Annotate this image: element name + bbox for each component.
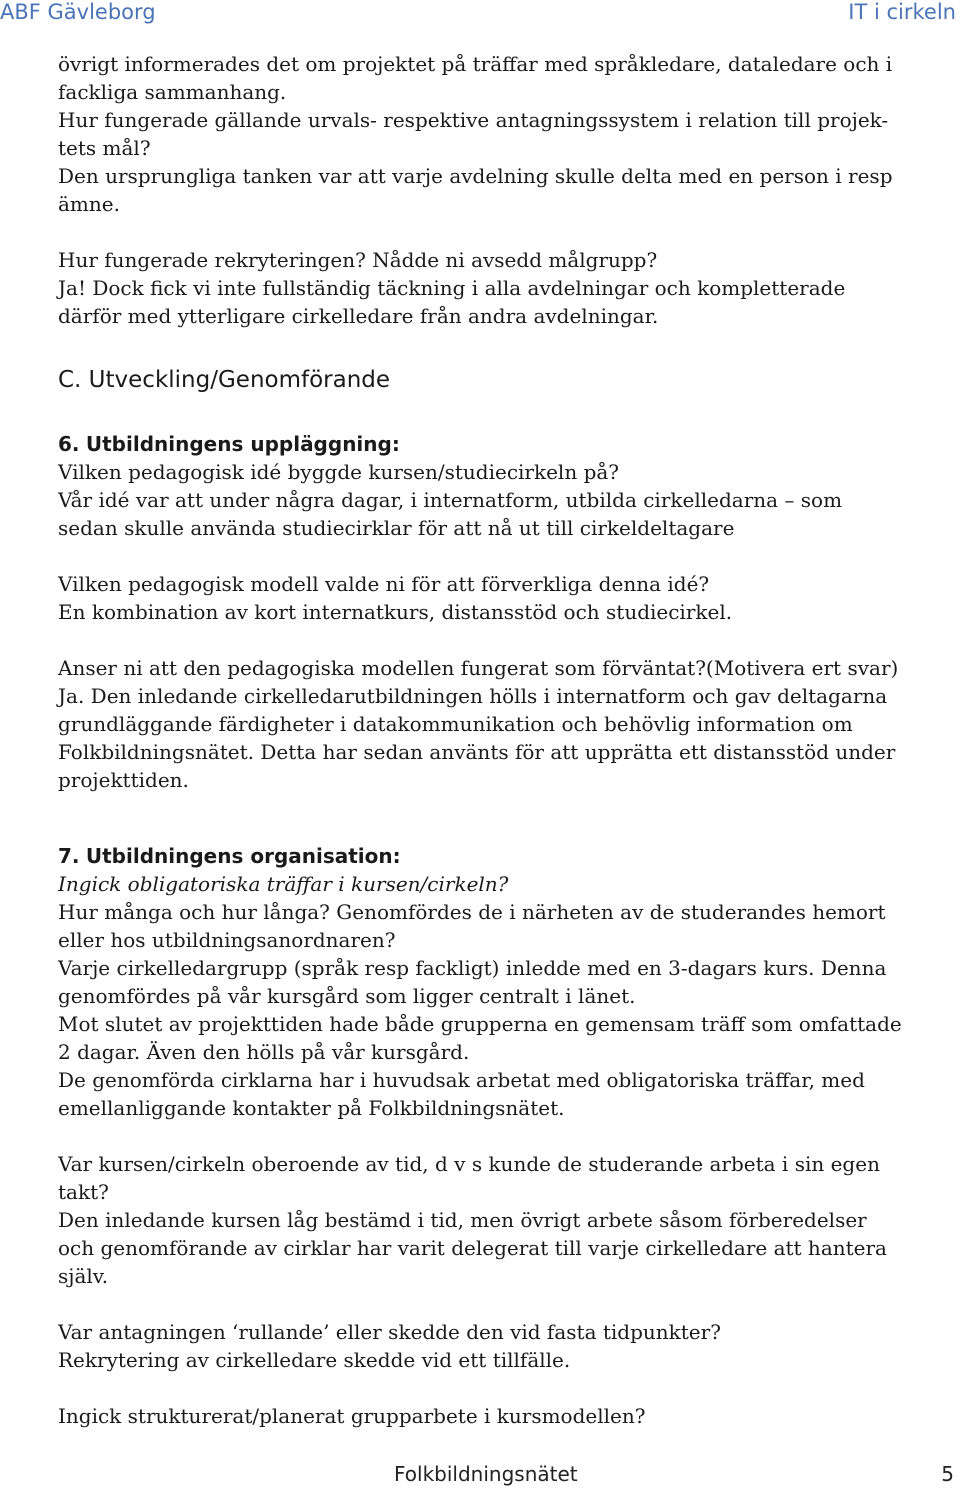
question-number: 6. (58, 432, 80, 456)
page-body (58, 50, 908, 1430)
question: Var antagningen ‘rullande’ eller skedde den vid fasta tidpunkter? (58, 1320, 721, 1344)
answer: De genomförda cirklarna har i huvudsak arbetat med obligatoriska träffar, med emellanliggande kontakter på Folkbildningsnätet. (58, 1068, 865, 1120)
footer-title: Folkbildningsnätet (394, 1462, 578, 1486)
question-heading-6 (58, 430, 908, 458)
answer: Mot slutet av projekttiden hade både grupperna en gemensam träff som omfattade 2 dagar. Även den hölls på vår kursgård. (58, 1012, 902, 1064)
question: Ingick strukturerat/planerat grupparbete i kursmodellen? (58, 1404, 646, 1428)
answer: Rekrytering av cirkelledare skedde vid ett tillfälle. (58, 1348, 571, 1372)
answer: Ja! Dock fick vi inte fullständig täckning i alla avdelningar och kompletterade därför med ytterligare cirkelledare från andra avdelningar. (58, 276, 846, 328)
page-number: 5 (941, 1462, 954, 1486)
question-title: Utbildningens organisation: (85, 844, 401, 868)
question-heading-7 (58, 842, 908, 870)
question: Vilken pedagogisk idé byggde kursen/studiecirkeln på? (58, 460, 620, 484)
answer: En kombination av kort internatkurs, distansstöd och studiecirkel. (58, 600, 733, 624)
answer: Vår idé var att under några dagar, i internatform, utbilda cirkelledarna – som sedan skulle använda studiecirklar för att nå ut till cirkeldeltagare (58, 488, 843, 540)
paragraph: övrigt informerades det om projektet på träffar med språkledare, dataledare och i fackliga sammanhang. (58, 52, 893, 104)
section-heading: C. Utveckling/Genomförande (58, 367, 391, 393)
answer: Ja. Den inledande cirkelledarutbildningen hölls i internatform och gav deltagarna grundläggande färdigheter i datakommunikation och behövlig information om Folkbildningsnätet. Detta har sedan använts för att upprätta ett distansstöd under projekttiden. (58, 684, 896, 792)
header-doc-title: IT i cirkeln (848, 0, 956, 24)
header-org: ABF Gävleborg (0, 0, 156, 24)
question: Anser ni att den pedagogiska modellen fungerat som förväntat?(Motivera ert svar) (58, 656, 899, 680)
paragraph: Hur fungerade gällande urvals- respektive antagningssystem i relation till projek-tets mål? (58, 108, 889, 160)
paragraph: Den ursprungliga tanken var att varje avdelning skulle delta med en person i resp ämne. (58, 164, 893, 216)
question: Hur fungerade rekryteringen? Nådde ni avsedd målgrupp? (58, 248, 658, 272)
question: Var kursen/cirkeln oberoende av tid, d v s kunde de studerande arbeta i sin egen takt? (58, 1152, 880, 1204)
question: Vilken pedagogisk modell valde ni för att förverkliga denna idé? (58, 572, 710, 596)
answer: Varje cirkelledargrupp (språk resp fackligt) inledde med en 3-dagars kurs. Denna genomfördes på vår kursgård som ligger centralt i länet. (58, 956, 887, 1008)
question-number: 7. (58, 844, 80, 868)
question: Ingick obligatoriska träffar i kursen/cirkeln? (58, 872, 509, 896)
question: Hur många och hur långa? Genomfördes de i närheten av de studerandes hemort eller hos utbildningsanordnaren? (58, 900, 886, 952)
question-title: Utbildningens uppläggning: (85, 432, 400, 456)
answer: Den inledande kursen låg bestämd i tid, men övrigt arbete såsom förberedelser och genomförande av cirklar har varit delegerat till varje cirkelledare att hantera själv. (58, 1208, 887, 1288)
